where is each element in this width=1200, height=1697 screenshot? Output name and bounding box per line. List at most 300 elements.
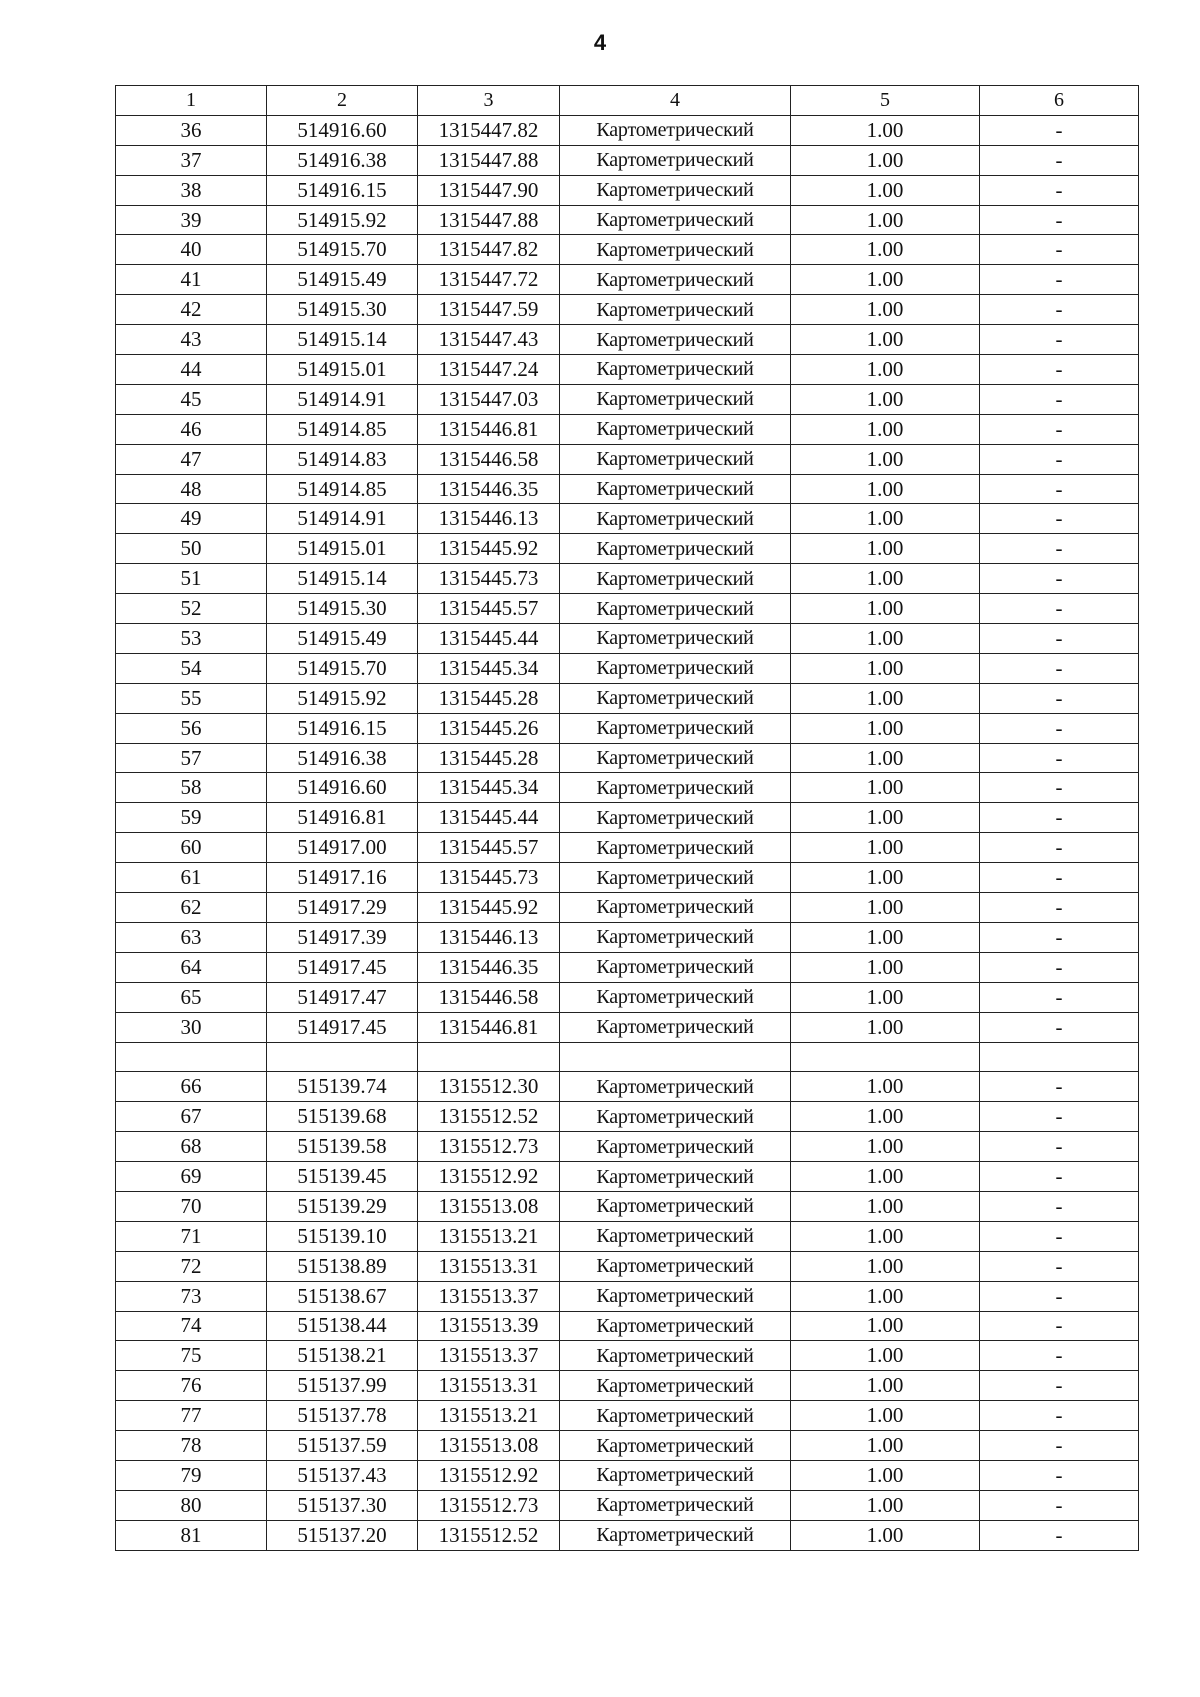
accuracy-cell: 1.00 xyxy=(791,683,980,713)
point-number-cell: 66 xyxy=(116,1072,267,1102)
column-header-2: 2 xyxy=(267,86,418,116)
y-coordinate-cell: 1315513.37 xyxy=(418,1341,560,1371)
point-number-cell: 47 xyxy=(116,444,267,474)
point-number-cell: 63 xyxy=(116,922,267,952)
accuracy-cell: 1.00 xyxy=(791,1281,980,1311)
table-row xyxy=(116,325,1139,355)
point-number-cell: 74 xyxy=(116,1311,267,1341)
table-row xyxy=(116,1221,1139,1251)
x-coordinate-cell: 514915.30 xyxy=(267,295,418,325)
accuracy-cell: 1.00 xyxy=(791,1401,980,1431)
y-coordinate-cell: 1315445.73 xyxy=(418,564,560,594)
y-coordinate-cell: 1315447.43 xyxy=(418,325,560,355)
accuracy-cell: 1.00 xyxy=(791,355,980,385)
point-number-cell: 81 xyxy=(116,1520,267,1550)
method-cell: Картометрический xyxy=(560,1281,791,1311)
x-coordinate-cell: 514916.38 xyxy=(267,743,418,773)
method-cell: Картометрический xyxy=(560,1251,791,1281)
y-coordinate-cell: 1315512.73 xyxy=(418,1132,560,1162)
table-row xyxy=(116,683,1139,713)
column-header-4: 4 xyxy=(560,86,791,116)
note-cell: - xyxy=(980,1490,1139,1520)
method-cell: Картометрический xyxy=(560,803,791,833)
accuracy-cell: 1.00 xyxy=(791,235,980,265)
method-cell: Картометрический xyxy=(560,325,791,355)
x-coordinate-cell: 514916.81 xyxy=(267,803,418,833)
note-cell: - xyxy=(980,1102,1139,1132)
note-cell: - xyxy=(980,863,1139,893)
note-cell: - xyxy=(980,414,1139,444)
method-cell: Картометрический xyxy=(560,1221,791,1251)
note-cell: - xyxy=(980,952,1139,982)
method-cell: Картометрический xyxy=(560,713,791,743)
note-cell: - xyxy=(980,205,1139,235)
accuracy-cell: 1.00 xyxy=(791,982,980,1012)
point-number-cell: 71 xyxy=(116,1221,267,1251)
table-row xyxy=(116,235,1139,265)
table-row xyxy=(116,1371,1139,1401)
accuracy-cell: 1.00 xyxy=(791,1162,980,1192)
note-cell: - xyxy=(980,1281,1139,1311)
y-coordinate-cell: 1315446.35 xyxy=(418,474,560,504)
note-cell: - xyxy=(980,1520,1139,1550)
method-cell: Картометрический xyxy=(560,1311,791,1341)
accuracy-cell: 1.00 xyxy=(791,1012,980,1042)
table-row xyxy=(116,1042,1139,1072)
point-number-cell: 80 xyxy=(116,1490,267,1520)
accuracy-cell: 1.00 xyxy=(791,653,980,683)
method-cell: Картометрический xyxy=(560,355,791,385)
note-cell: - xyxy=(980,564,1139,594)
x-coordinate-cell: 515138.67 xyxy=(267,1281,418,1311)
y-coordinate-cell: 1315446.13 xyxy=(418,504,560,534)
method-cell: Картометрический xyxy=(560,1132,791,1162)
method-cell: Картометрический xyxy=(560,145,791,175)
note-cell: - xyxy=(980,743,1139,773)
accuracy-cell: 1.00 xyxy=(791,1221,980,1251)
y-coordinate-cell: 1315446.35 xyxy=(418,952,560,982)
y-coordinate-cell: 1315447.82 xyxy=(418,235,560,265)
table-row xyxy=(116,922,1139,952)
point-number-cell: 46 xyxy=(116,414,267,444)
method-cell: Картометрический xyxy=(560,1012,791,1042)
accuracy-cell: 1.00 xyxy=(791,713,980,743)
accuracy-cell: 1.00 xyxy=(791,1371,980,1401)
point-number-cell: 76 xyxy=(116,1371,267,1401)
x-coordinate-cell: 514915.14 xyxy=(267,325,418,355)
point-number-cell: 53 xyxy=(116,624,267,654)
x-coordinate-cell: 515137.20 xyxy=(267,1520,418,1550)
point-number-cell: 77 xyxy=(116,1401,267,1431)
y-coordinate-cell: 1315512.92 xyxy=(418,1162,560,1192)
x-coordinate-cell: 514915.14 xyxy=(267,564,418,594)
accuracy-cell: 1.00 xyxy=(791,743,980,773)
y-coordinate-cell: 1315445.26 xyxy=(418,713,560,743)
point-number-cell: 50 xyxy=(116,534,267,564)
y-coordinate-cell: 1315447.90 xyxy=(418,175,560,205)
note-cell: - xyxy=(980,1132,1139,1162)
table-body xyxy=(116,115,1139,1550)
point-number-cell: 48 xyxy=(116,474,267,504)
point-number-cell: 40 xyxy=(116,235,267,265)
table-row xyxy=(116,175,1139,205)
table-row xyxy=(116,1251,1139,1281)
point-number-cell: 41 xyxy=(116,265,267,295)
point-number-cell: 60 xyxy=(116,833,267,863)
y-coordinate-cell: 1315447.88 xyxy=(418,145,560,175)
accuracy-cell: 1.00 xyxy=(791,295,980,325)
x-coordinate-cell: 515139.74 xyxy=(267,1072,418,1102)
point-number-cell: 67 xyxy=(116,1102,267,1132)
note-cell: - xyxy=(980,653,1139,683)
point-number-cell: 51 xyxy=(116,564,267,594)
y-coordinate-cell: 1315445.73 xyxy=(418,863,560,893)
accuracy-cell: 1.00 xyxy=(791,1251,980,1281)
column-header-1: 1 xyxy=(116,86,267,116)
method-cell: Картометрический xyxy=(560,773,791,803)
point-number-cell: 45 xyxy=(116,384,267,414)
method-cell: Картометрический xyxy=(560,265,791,295)
point-number-cell: 68 xyxy=(116,1132,267,1162)
x-coordinate-cell: 515137.30 xyxy=(267,1490,418,1520)
x-coordinate-cell: 514915.49 xyxy=(267,265,418,295)
accuracy-cell: 1.00 xyxy=(791,414,980,444)
table-row xyxy=(116,205,1139,235)
method-cell: Картометрический xyxy=(560,922,791,952)
x-coordinate-cell: 514916.60 xyxy=(267,115,418,145)
accuracy-cell: 1.00 xyxy=(791,1132,980,1162)
method-cell: Картометрический xyxy=(560,295,791,325)
table-row xyxy=(116,295,1139,325)
note-cell: - xyxy=(980,1072,1139,1102)
point-number-cell: 69 xyxy=(116,1162,267,1192)
x-coordinate-cell: 514914.83 xyxy=(267,444,418,474)
y-coordinate-cell: 1315445.34 xyxy=(418,653,560,683)
method-cell: Картометрический xyxy=(560,1401,791,1431)
method-cell: Картометрический xyxy=(560,235,791,265)
note-cell: - xyxy=(980,982,1139,1012)
table-row xyxy=(116,355,1139,385)
x-coordinate-cell: 515138.21 xyxy=(267,1341,418,1371)
y-coordinate-cell: 1315445.28 xyxy=(418,683,560,713)
x-coordinate-cell: 514917.16 xyxy=(267,863,418,893)
accuracy-cell: 1.00 xyxy=(791,594,980,624)
table-row xyxy=(116,1341,1139,1371)
table-row xyxy=(116,145,1139,175)
y-coordinate-cell: 1315447.59 xyxy=(418,295,560,325)
note-cell: - xyxy=(980,235,1139,265)
y-coordinate-cell: 1315513.21 xyxy=(418,1221,560,1251)
accuracy-cell: 1.00 xyxy=(791,474,980,504)
accuracy-cell: 1.00 xyxy=(791,1311,980,1341)
column-header-6: 6 xyxy=(980,86,1139,116)
note-cell: - xyxy=(980,1341,1139,1371)
method-cell: Картометрический xyxy=(560,1162,791,1192)
accuracy-cell: 1.00 xyxy=(791,1460,980,1490)
x-coordinate-cell: 515137.59 xyxy=(267,1431,418,1461)
method-cell: Картометрический xyxy=(560,952,791,982)
y-coordinate-cell: 1315445.44 xyxy=(418,803,560,833)
note-cell xyxy=(980,1042,1139,1072)
y-coordinate-cell: 1315445.57 xyxy=(418,833,560,863)
x-coordinate-cell: 514914.85 xyxy=(267,474,418,504)
table-row xyxy=(116,414,1139,444)
accuracy-cell: 1.00 xyxy=(791,534,980,564)
table-row xyxy=(116,1162,1139,1192)
method-cell: Картометрический xyxy=(560,863,791,893)
accuracy-cell xyxy=(791,1042,980,1072)
point-number-cell: 78 xyxy=(116,1431,267,1461)
x-coordinate-cell: 515137.99 xyxy=(267,1371,418,1401)
y-coordinate-cell xyxy=(418,1042,560,1072)
method-cell: Картометрический xyxy=(560,1102,791,1132)
accuracy-cell: 1.00 xyxy=(791,265,980,295)
point-number-cell: 55 xyxy=(116,683,267,713)
x-coordinate-cell: 514917.29 xyxy=(267,893,418,923)
x-coordinate-cell: 514914.91 xyxy=(267,384,418,414)
accuracy-cell: 1.00 xyxy=(791,833,980,863)
point-number-cell: 70 xyxy=(116,1191,267,1221)
x-coordinate-cell: 514917.45 xyxy=(267,1012,418,1042)
table-row xyxy=(116,1191,1139,1221)
accuracy-cell: 1.00 xyxy=(791,145,980,175)
method-cell: Картометрический xyxy=(560,1371,791,1401)
table-row xyxy=(116,384,1139,414)
y-coordinate-cell: 1315445.57 xyxy=(418,594,560,624)
y-coordinate-cell: 1315445.92 xyxy=(418,534,560,564)
x-coordinate-cell: 515137.43 xyxy=(267,1460,418,1490)
accuracy-cell: 1.00 xyxy=(791,1072,980,1102)
y-coordinate-cell: 1315447.88 xyxy=(418,205,560,235)
y-coordinate-cell: 1315512.30 xyxy=(418,1072,560,1102)
y-coordinate-cell: 1315513.08 xyxy=(418,1191,560,1221)
y-coordinate-cell: 1315445.44 xyxy=(418,624,560,654)
method-cell: Картометрический xyxy=(560,1431,791,1461)
y-coordinate-cell: 1315513.31 xyxy=(418,1371,560,1401)
y-coordinate-cell: 1315512.73 xyxy=(418,1490,560,1520)
method-cell: Картометрический xyxy=(560,115,791,145)
note-cell: - xyxy=(980,444,1139,474)
table-row xyxy=(116,952,1139,982)
table-row xyxy=(116,1281,1139,1311)
method-cell: Картометрический xyxy=(560,534,791,564)
point-number-cell: 56 xyxy=(116,713,267,743)
y-coordinate-cell: 1315513.21 xyxy=(418,1401,560,1431)
accuracy-cell: 1.00 xyxy=(791,1102,980,1132)
table-row xyxy=(116,115,1139,145)
table-row xyxy=(116,1132,1139,1162)
header-row xyxy=(116,86,1139,116)
y-coordinate-cell: 1315446.58 xyxy=(418,982,560,1012)
method-cell: Картометрический xyxy=(560,175,791,205)
x-coordinate-cell: 514917.45 xyxy=(267,952,418,982)
method-cell: Картометрический xyxy=(560,982,791,1012)
x-coordinate-cell: 515138.89 xyxy=(267,1251,418,1281)
method-cell: Картометрический xyxy=(560,653,791,683)
note-cell: - xyxy=(980,1191,1139,1221)
note-cell: - xyxy=(980,1162,1139,1192)
y-coordinate-cell: 1315447.72 xyxy=(418,265,560,295)
note-cell: - xyxy=(980,683,1139,713)
note-cell: - xyxy=(980,624,1139,654)
table-row xyxy=(116,474,1139,504)
accuracy-cell: 1.00 xyxy=(791,893,980,923)
accuracy-cell: 1.00 xyxy=(791,175,980,205)
note-cell: - xyxy=(980,534,1139,564)
method-cell: Картометрический xyxy=(560,743,791,773)
x-coordinate-cell: 515139.58 xyxy=(267,1132,418,1162)
accuracy-cell: 1.00 xyxy=(791,444,980,474)
note-cell: - xyxy=(980,504,1139,534)
note-cell: - xyxy=(980,1012,1139,1042)
table-row xyxy=(116,1102,1139,1132)
point-number-cell: 64 xyxy=(116,952,267,982)
note-cell: - xyxy=(980,1371,1139,1401)
accuracy-cell: 1.00 xyxy=(791,922,980,952)
accuracy-cell: 1.00 xyxy=(791,1191,980,1221)
note-cell: - xyxy=(980,474,1139,504)
note-cell: - xyxy=(980,325,1139,355)
x-coordinate-cell: 514917.39 xyxy=(267,922,418,952)
page-number: 4 xyxy=(593,30,607,55)
method-cell: Картометрический xyxy=(560,1460,791,1490)
table-row xyxy=(116,1072,1139,1102)
x-coordinate-cell: 514916.60 xyxy=(267,773,418,803)
note-cell: - xyxy=(980,1460,1139,1490)
note-cell: - xyxy=(980,1431,1139,1461)
accuracy-cell: 1.00 xyxy=(791,1431,980,1461)
method-cell: Картометрический xyxy=(560,444,791,474)
table-header xyxy=(116,86,1139,116)
table-row xyxy=(116,713,1139,743)
table-row xyxy=(116,1520,1139,1550)
note-cell: - xyxy=(980,295,1139,325)
accuracy-cell: 1.00 xyxy=(791,564,980,594)
accuracy-cell: 1.00 xyxy=(791,1490,980,1520)
method-cell: Картометрический xyxy=(560,833,791,863)
table-row xyxy=(116,504,1139,534)
method-cell: Картометрический xyxy=(560,564,791,594)
table-row xyxy=(116,594,1139,624)
point-number-cell: 73 xyxy=(116,1281,267,1311)
note-cell: - xyxy=(980,355,1139,385)
table-row xyxy=(116,773,1139,803)
note-cell: - xyxy=(980,1311,1139,1341)
point-number-cell: 39 xyxy=(116,205,267,235)
method-cell: Картометрический xyxy=(560,1520,791,1550)
table-row xyxy=(116,265,1139,295)
y-coordinate-cell: 1315512.92 xyxy=(418,1460,560,1490)
accuracy-cell: 1.00 xyxy=(791,773,980,803)
table-row xyxy=(116,444,1139,474)
x-coordinate-cell: 514915.30 xyxy=(267,594,418,624)
x-coordinate-cell: 514915.49 xyxy=(267,624,418,654)
table-row xyxy=(116,1311,1139,1341)
accuracy-cell: 1.00 xyxy=(791,1341,980,1371)
point-number-cell: 38 xyxy=(116,175,267,205)
note-cell: - xyxy=(980,1401,1139,1431)
method-cell: Картометрический xyxy=(560,474,791,504)
x-coordinate-cell: 515139.68 xyxy=(267,1102,418,1132)
method-cell: Картометрический xyxy=(560,504,791,534)
y-coordinate-cell: 1315447.24 xyxy=(418,355,560,385)
point-number-cell: 49 xyxy=(116,504,267,534)
x-coordinate-cell: 514915.01 xyxy=(267,355,418,385)
table-row xyxy=(116,803,1139,833)
note-cell: - xyxy=(980,1221,1139,1251)
x-coordinate-cell: 515137.78 xyxy=(267,1401,418,1431)
note-cell: - xyxy=(980,265,1139,295)
method-cell: Картометрический xyxy=(560,384,791,414)
y-coordinate-cell: 1315513.31 xyxy=(418,1251,560,1281)
x-coordinate-cell: 514915.92 xyxy=(267,683,418,713)
method-cell: Картометрический xyxy=(560,1341,791,1371)
point-number-cell xyxy=(116,1042,267,1072)
accuracy-cell: 1.00 xyxy=(791,384,980,414)
point-number-cell: 61 xyxy=(116,863,267,893)
point-number-cell: 79 xyxy=(116,1460,267,1490)
x-coordinate-cell: 515138.44 xyxy=(267,1311,418,1341)
column-header-3: 3 xyxy=(418,86,560,116)
note-cell: - xyxy=(980,713,1139,743)
x-coordinate-cell: 515139.10 xyxy=(267,1221,418,1251)
point-number-cell: 58 xyxy=(116,773,267,803)
accuracy-cell: 1.00 xyxy=(791,803,980,833)
x-coordinate-cell: 514916.15 xyxy=(267,175,418,205)
accuracy-cell: 1.00 xyxy=(791,952,980,982)
method-cell: Картометрический xyxy=(560,624,791,654)
point-number-cell: 59 xyxy=(116,803,267,833)
x-coordinate-cell: 515139.45 xyxy=(267,1162,418,1192)
accuracy-cell: 1.00 xyxy=(791,115,980,145)
method-cell: Картометрический xyxy=(560,414,791,444)
y-coordinate-cell: 1315446.81 xyxy=(418,414,560,444)
x-coordinate-cell: 514915.70 xyxy=(267,653,418,683)
method-cell xyxy=(560,1042,791,1072)
x-coordinate-cell: 514914.91 xyxy=(267,504,418,534)
x-coordinate-cell: 514916.38 xyxy=(267,145,418,175)
accuracy-cell: 1.00 xyxy=(791,624,980,654)
x-coordinate-cell: 514917.00 xyxy=(267,833,418,863)
table-row xyxy=(116,1460,1139,1490)
accuracy-cell: 1.00 xyxy=(791,863,980,893)
x-coordinate-cell: 514915.70 xyxy=(267,235,418,265)
method-cell: Картометрический xyxy=(560,893,791,923)
table-row xyxy=(116,564,1139,594)
x-coordinate-cell: 514917.47 xyxy=(267,982,418,1012)
note-cell: - xyxy=(980,384,1139,414)
method-cell: Картометрический xyxy=(560,205,791,235)
table-row xyxy=(116,743,1139,773)
accuracy-cell: 1.00 xyxy=(791,325,980,355)
note-cell: - xyxy=(980,175,1139,205)
point-number-cell: 36 xyxy=(116,115,267,145)
method-cell: Картометрический xyxy=(560,1490,791,1520)
note-cell: - xyxy=(980,1251,1139,1281)
point-number-cell: 75 xyxy=(116,1341,267,1371)
point-number-cell: 54 xyxy=(116,653,267,683)
y-coordinate-cell: 1315445.34 xyxy=(418,773,560,803)
point-number-cell: 65 xyxy=(116,982,267,1012)
accuracy-cell: 1.00 xyxy=(791,1520,980,1550)
x-coordinate-cell: 515139.29 xyxy=(267,1191,418,1221)
coordinates-table xyxy=(115,85,1139,1551)
y-coordinate-cell: 1315446.13 xyxy=(418,922,560,952)
point-number-cell: 57 xyxy=(116,743,267,773)
y-coordinate-cell: 1315445.28 xyxy=(418,743,560,773)
note-cell: - xyxy=(980,803,1139,833)
method-cell: Картометрический xyxy=(560,1191,791,1221)
